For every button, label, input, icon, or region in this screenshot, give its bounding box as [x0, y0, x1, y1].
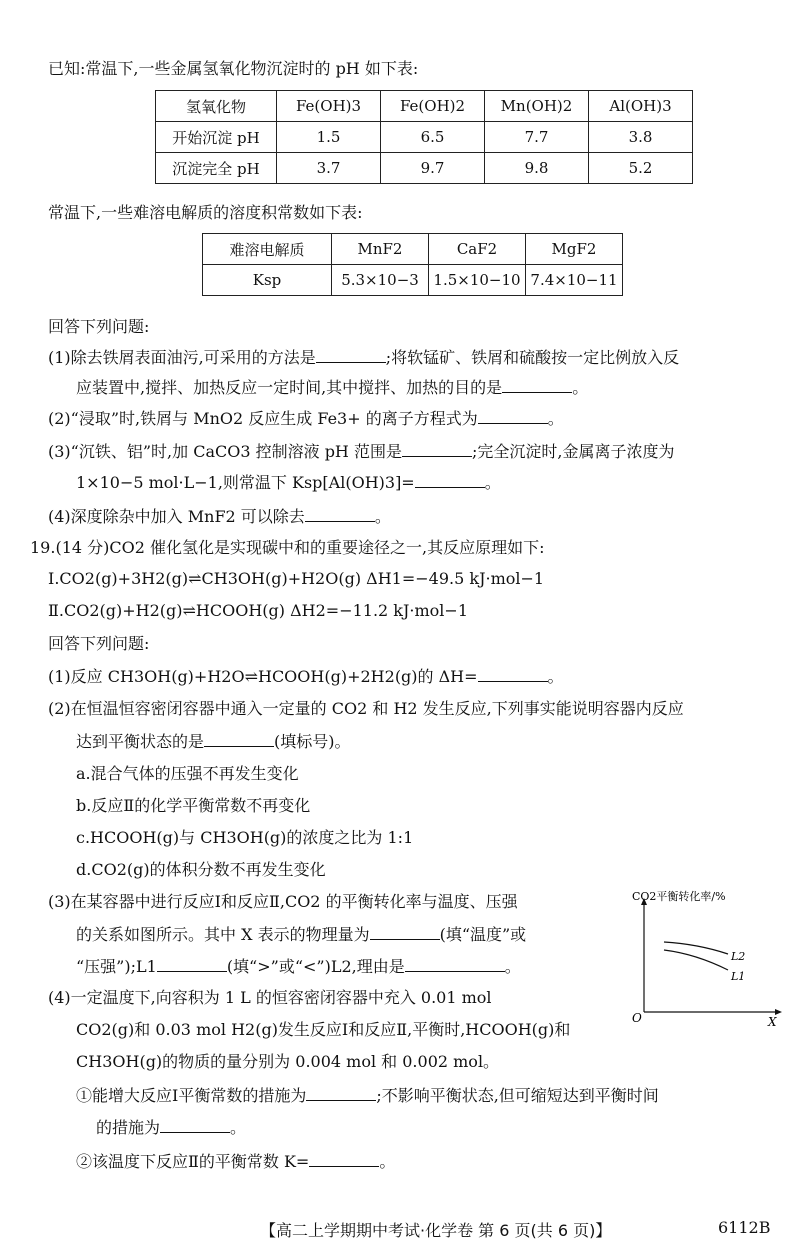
- table-cell: 3.7: [277, 153, 381, 184]
- question-text: (1)反应 CH3OH(g)+H2O⇌HCOOH(g)+2H2(g)的 ΔH=: [48, 667, 478, 686]
- question-text: 的措施为: [96, 1118, 161, 1137]
- question-text: 。: [572, 378, 589, 397]
- l2-label: L2: [731, 950, 746, 963]
- table-header: 难溶电解质: [203, 234, 332, 265]
- question-text: 应装置中,搅拌、加热反应一定时间,其中搅拌、加热的目的是: [76, 378, 503, 397]
- question-text: (3)“沉铁、铝”时,加 CaCO3 控制溶液 pH 范围是: [48, 442, 402, 461]
- option-c: c.HCOOH(g)与 CH3OH(g)的浓度之比为 1:1: [76, 828, 414, 847]
- answer-blank[interactable]: [502, 376, 572, 393]
- q19-3-line3: [76, 955, 521, 978]
- q19-prompt: 回答下列问题:: [48, 634, 150, 653]
- table-cell: 沉淀完全 pH: [156, 153, 277, 184]
- table-cell: 1.5: [277, 122, 381, 153]
- answer-blank[interactable]: [370, 923, 440, 940]
- question-text: 。: [504, 957, 521, 976]
- table-header: 氢氧化物: [156, 91, 277, 122]
- page-footer: 【高二上学期期中考试·化学卷 第 6 页(共 6 页)】: [260, 1221, 612, 1240]
- q18-3-line1: [48, 440, 674, 463]
- origin-label: O: [632, 1011, 642, 1025]
- table-cell: 6.5: [381, 122, 485, 153]
- question-text: ①能增大反应Ⅰ平衡常数的措施为: [76, 1086, 307, 1105]
- table-cell: 5.3×10−3: [332, 265, 429, 296]
- y-axis-label: CO2平衡转化率/%: [632, 890, 726, 903]
- table-header: Fe(OH)2: [381, 91, 485, 122]
- question-text: (1)除去铁屑表面油污,可采用的方法是: [48, 348, 316, 367]
- table-cell: 开始沉淀 pH: [156, 122, 277, 153]
- q19-3-line2: [76, 923, 526, 946]
- question-text: 。: [547, 409, 564, 428]
- q18-4: [48, 505, 391, 528]
- table-cell: 9.8: [485, 153, 589, 184]
- question-text: (4)深度除杂中加入 MnF2 可以除去: [48, 507, 305, 526]
- q19-2-line1: (2)在恒温恒容密闭容器中通入一定量的 CO2 和 H2 发生反应,下列事实能说明容器内反应: [48, 699, 684, 718]
- option-b: b.反应Ⅱ的化学平衡常数不再变化: [76, 796, 311, 815]
- table-header: Fe(OH)3: [277, 91, 381, 122]
- table-cell: 7.7: [485, 122, 589, 153]
- q19-4-sub2: [76, 1150, 395, 1173]
- answer-blank[interactable]: [309, 1150, 379, 1167]
- l1-label: L1: [731, 970, 746, 983]
- hydroxide-ph-table: [155, 90, 693, 184]
- question-text: (填“温度”或: [439, 925, 527, 944]
- table-header-row: [203, 234, 623, 265]
- answer-blank[interactable]: [405, 955, 505, 972]
- table-header: Al(OH)3: [589, 91, 693, 122]
- q19-4-line2: CO2(g)和 0.03 mol H2(g)发生反应Ⅰ和反应Ⅱ,平衡时,HCOOH(g)和: [76, 1020, 571, 1039]
- question-text: ;将软锰矿、铁屑和硫酸按一定比例放入反: [385, 348, 680, 367]
- table-cell: 3.8: [589, 122, 693, 153]
- ksp-table: [202, 233, 623, 296]
- answer-blank[interactable]: [415, 471, 485, 488]
- answer-prompt: 回答下列问题:: [48, 317, 150, 336]
- question-text: 1×10−5 mol·L−1,则常温下 Ksp[Al(OH)3]=: [76, 473, 415, 492]
- option-d: d.CO2(g)的体积分数不再发生变化: [76, 860, 326, 879]
- reaction-2: Ⅱ.CO2(g)+H2(g)⇌HCOOH(g) ΔH2=−11.2 kJ·mol−1: [48, 601, 469, 620]
- table-row: [156, 153, 693, 184]
- table-header-row: [156, 91, 693, 122]
- table-cell: 7.4×10−11: [526, 265, 623, 296]
- q19-title: 19.(14 分)CO2 催化氢化是实现碳中和的重要途径之一,其反应原理如下:: [30, 538, 545, 557]
- answer-blank[interactable]: [402, 440, 472, 457]
- question-text: ②该温度下反应Ⅱ的平衡常数 K=: [76, 1152, 310, 1171]
- q18-1-line1: [48, 346, 679, 369]
- answer-blank[interactable]: [478, 665, 548, 682]
- table-header: Mn(OH)2: [485, 91, 589, 122]
- answer-blank[interactable]: [157, 955, 227, 972]
- answer-blank[interactable]: [316, 346, 386, 363]
- answer-blank[interactable]: [204, 730, 274, 747]
- table-header: CaF2: [429, 234, 526, 265]
- curve-l2: [664, 942, 728, 954]
- q18-2: [48, 407, 564, 430]
- table-header: MgF2: [526, 234, 623, 265]
- table-header: MnF2: [332, 234, 429, 265]
- table-cell: 9.7: [381, 153, 485, 184]
- q19-4-line3: CH3OH(g)的物质的量分别为 0.004 mol 和 0.002 mol。: [76, 1052, 500, 1071]
- table-row: [203, 265, 623, 296]
- q18-3-line2: [76, 471, 501, 494]
- answer-blank[interactable]: [160, 1116, 230, 1133]
- table-cell: 5.2: [589, 153, 693, 184]
- x-axis-label: X: [768, 1015, 777, 1028]
- question-text: (填标号)。: [274, 732, 351, 751]
- q19-1: [48, 665, 564, 688]
- answer-blank[interactable]: [478, 407, 548, 424]
- q19-3-line1: (3)在某容器中进行反应Ⅰ和反应Ⅱ,CO2 的平衡转化率与温度、压强: [48, 892, 518, 911]
- question-text: 。: [547, 667, 564, 686]
- question-text: 达到平衡状态的是: [76, 732, 205, 751]
- question-text: 的关系如图所示。其中 X 表示的物理量为: [76, 925, 370, 944]
- intro-text-1: 已知:常温下,一些金属氢氧化物沉淀时的 pH 如下表:: [48, 59, 419, 78]
- q19-4-sub1b: [96, 1116, 246, 1139]
- q19-2-line2: [76, 730, 351, 753]
- q19-4-line1: (4)一定温度下,向容积为 1 L 的恒容密闭容器中充入 0.01 mol: [48, 988, 492, 1007]
- option-a: a.混合气体的压强不再发生变化: [76, 764, 299, 783]
- curve-l1: [664, 950, 728, 970]
- intro-text-2: 常温下,一些难溶电解质的溶度积常数如下表:: [48, 203, 363, 222]
- question-text: 。: [379, 1152, 396, 1171]
- table-cell: 1.5×10−10: [429, 265, 526, 296]
- table-cell: Ksp: [203, 265, 332, 296]
- q18-1-line2: [76, 376, 588, 399]
- question-text: ;完全沉淀时,金属离子浓度为: [471, 442, 675, 461]
- q19-4-sub1: [76, 1084, 659, 1107]
- conversion-graph: [628, 888, 788, 1028]
- exam-code: 6112B: [718, 1218, 771, 1237]
- question-text: (填“>”或“<”)L2,理由是: [226, 957, 405, 976]
- table-row: [156, 122, 693, 153]
- question-text: “压强”);L1: [76, 957, 157, 976]
- answer-blank[interactable]: [306, 1084, 376, 1101]
- answer-blank[interactable]: [305, 505, 375, 522]
- reaction-1: Ⅰ.CO2(g)+3H2(g)⇌CH3OH(g)+H2O(g) ΔH1=−49.5 kJ·mol−1: [48, 569, 545, 588]
- question-text: (2)“浸取”时,铁屑与 MnO2 反应生成 Fe3+ 的离子方程式为: [48, 409, 478, 428]
- question-text: ;不影响平衡状态,但可缩短达到平衡时间: [376, 1086, 659, 1105]
- question-text: 。: [230, 1118, 247, 1137]
- question-text: 。: [374, 507, 391, 526]
- question-text: 。: [484, 473, 501, 492]
